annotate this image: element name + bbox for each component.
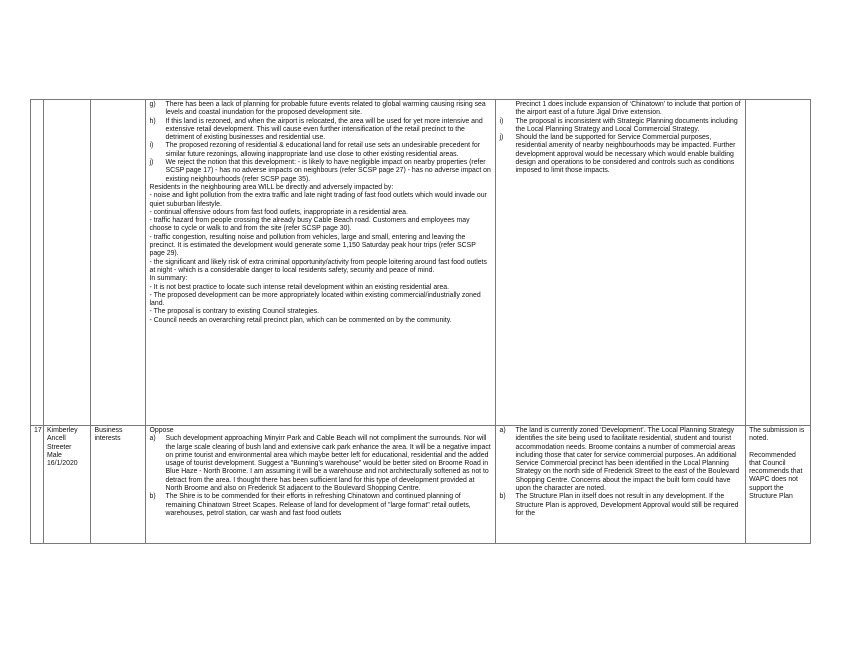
item-text: There has been a lack of planning for probable future events related to global warming causing rising sea levels and coastal inundation for the proposed development site. bbox=[165, 101, 486, 117]
item-label: a) bbox=[149, 435, 156, 443]
recommendation-noted: The submission is noted. bbox=[749, 427, 805, 443]
text-line: - traffic hazard from people crossing the already busy Cable Beach road. Customers and employees may choose to cycle or walk to and from the site (refer SCSP page 30). bbox=[149, 217, 470, 233]
item-label: b) bbox=[149, 493, 156, 501]
item-text: If this land is rezoned, and when the airport is relocated, the area will be used for yet more intensive and extensive retail development. This will cause even further intensification of the retail precinct to the detriment of existing businesses and residential use. bbox=[165, 117, 483, 142]
item-label: h) bbox=[149, 117, 156, 125]
submission-points bbox=[150, 101, 492, 184]
response-points bbox=[500, 118, 743, 176]
list-item bbox=[500, 134, 743, 175]
cell-response bbox=[495, 426, 746, 544]
cell-recommendation bbox=[746, 426, 811, 544]
submission-continuation bbox=[150, 184, 492, 325]
response-points bbox=[500, 427, 743, 518]
item-label: j) bbox=[149, 159, 154, 167]
list-item bbox=[150, 435, 492, 493]
cell-submitter bbox=[43, 100, 91, 426]
table-row bbox=[31, 426, 811, 544]
list-item bbox=[500, 427, 743, 493]
item-text: We reject the notion that this development: - is likely to have negligible impact on nearby properties (refer SCSP page 17) - has no adverse impacts on neighbours (refer SCSP page 27) - has no adverse impact on existing neighbourhoods (refer SCSP page 35). bbox=[165, 159, 491, 183]
list-item bbox=[150, 101, 492, 118]
submitter-line: Male bbox=[46, 451, 62, 459]
item-label: a) bbox=[499, 427, 506, 434]
response-intro: Precinct 1 does include expansion of ‘Chinatown’ to include that portion of the airport east of a future Jigal Drive extension. bbox=[515, 101, 741, 117]
item-label: i) bbox=[149, 142, 154, 150]
list-item bbox=[500, 118, 743, 135]
text-line: - noise and light pollution from the extra traffic and late night trading of fast food outlets which would invade our quiet suburban lifestyle. bbox=[149, 192, 487, 208]
cell-submission bbox=[145, 100, 495, 426]
position: Oppose bbox=[149, 427, 174, 434]
list-item bbox=[150, 159, 492, 184]
text-line: - continual offensive odours from fast food outlets, inappropriate in a residential area. bbox=[149, 208, 408, 216]
submitter-line: Kimberley bbox=[46, 427, 78, 434]
text-line: - The proposal is contrary to existing Council strategies. bbox=[149, 308, 320, 316]
text-line: - The proposed development can be more appropriately located within existing commercial/industrially zoned land. bbox=[149, 291, 481, 308]
cell-submitter bbox=[43, 426, 91, 544]
list-item bbox=[150, 142, 492, 159]
cell-submission bbox=[145, 426, 495, 544]
text-line: - It is not best practice to locate such intense retail development within an existing residential area. bbox=[149, 283, 450, 291]
cell-number bbox=[31, 100, 44, 426]
submissions-table bbox=[30, 99, 811, 544]
list-item bbox=[150, 493, 492, 518]
submitter-line: Ancell bbox=[46, 435, 66, 443]
item-text: The proposed rezoning of residential & educational land for retail use sets an undesirable precedent for similar future rezonings, allowing inappropriate land use close to other existing residential areas. bbox=[165, 142, 480, 158]
submission-points bbox=[150, 435, 492, 518]
cell-recommendation bbox=[746, 100, 811, 426]
item-text: Such development approaching Minyirr Park and Cable Beach will not compliment the surrounds. Nor will the large scale clearing of bush land and extensive cark park enhance the area. It will be a negative impact on prime tourist and environmental area which maybe better left for educational, residential and the added usage of tourist development. Suggest a "Bunning's warehouse" would be better sited on Broome Road in Blue Haze - North Broome. I am assuming it will be a warehouse and not architecturally softened as not to detract from the area. I thought there has been sufficient land for this type of development provided at North Broome and also on Frederick St adjacent to the Boulevard Shopping Centre. bbox=[165, 435, 491, 493]
text-line: In summary: bbox=[149, 275, 188, 283]
cell-category bbox=[91, 100, 145, 426]
list-item bbox=[500, 493, 743, 518]
item-label: b) bbox=[499, 493, 506, 501]
item-label: i) bbox=[499, 117, 504, 125]
item-text: The proposal is inconsistent with Strategic Planning documents including the Local Planning Strategy and Local Commercial Strategy. bbox=[515, 117, 738, 133]
text-line: Residents in the neighbouring area WILL be directly and adversely impacted by: bbox=[149, 183, 394, 191]
item-label: j) bbox=[499, 134, 504, 142]
item-text: The Structure Plan in itself does not result in any development. If the Structure Plan is approved, Development Approval would still be required for the bbox=[515, 493, 739, 517]
text-line: - traffic congestion, resulting noise and pollution from vehicles, large and small, entering and leaving the precinct. It is estimated the development would generate some 1,150 Saturday peak hour trips (refer SCSP page 29). bbox=[149, 233, 476, 258]
table-row bbox=[31, 100, 811, 426]
item-text: The land is currently zoned ‘Development’. The Local Planning Strategy identifies the site being used to facilitate residential, student and tourist accommodation needs. Broome contains a number of commercial areas including those that cater for service commercial purposes. An additional Service Commercial precinct has been identified in the Local Planning Strategy on the north side of Frederick Street to the east of the Boulevard Shopping Centre. Concerns about the impact the built form could have upon the character are noted. bbox=[515, 427, 740, 493]
list-item bbox=[150, 118, 492, 143]
text-line: - the significant and likely risk of extra criminal opportunity/activity from people loitering around fast food outlets at night - which is a considerable danger to local residents safety, security and peace of mind. bbox=[149, 258, 487, 274]
submitter-line: Streeter bbox=[46, 443, 72, 451]
cell-category: Business interests bbox=[91, 426, 145, 544]
text-line: - Council needs an overarching retail precinct plan, which can be commented on by the community. bbox=[149, 316, 452, 324]
item-label: g) bbox=[149, 101, 156, 108]
recommendation-text: Recommended that Council recommends that WAPC does not support the Structure Plan bbox=[749, 451, 803, 501]
item-text: Should the land be supported for Service Commercial purposes, residential amenity of nearby neighbourhoods may be impacted. Further development approval would be necessary which would enable building design and operations to be considered and controls such as conditions imposed to limit those impacts. bbox=[515, 134, 736, 175]
submitter-line: 16/1/2020 bbox=[46, 460, 78, 468]
cell-response bbox=[495, 100, 746, 426]
item-text: The Shire is to be commended for their efforts in refreshing Chinatown and continued planning of remaining Chinatown Street Scapes. Release of land for development of "large format" retail outlets, warehouses, petrol station, car wash and fast food outlets bbox=[165, 493, 471, 517]
cell-number: 17 bbox=[31, 426, 44, 544]
